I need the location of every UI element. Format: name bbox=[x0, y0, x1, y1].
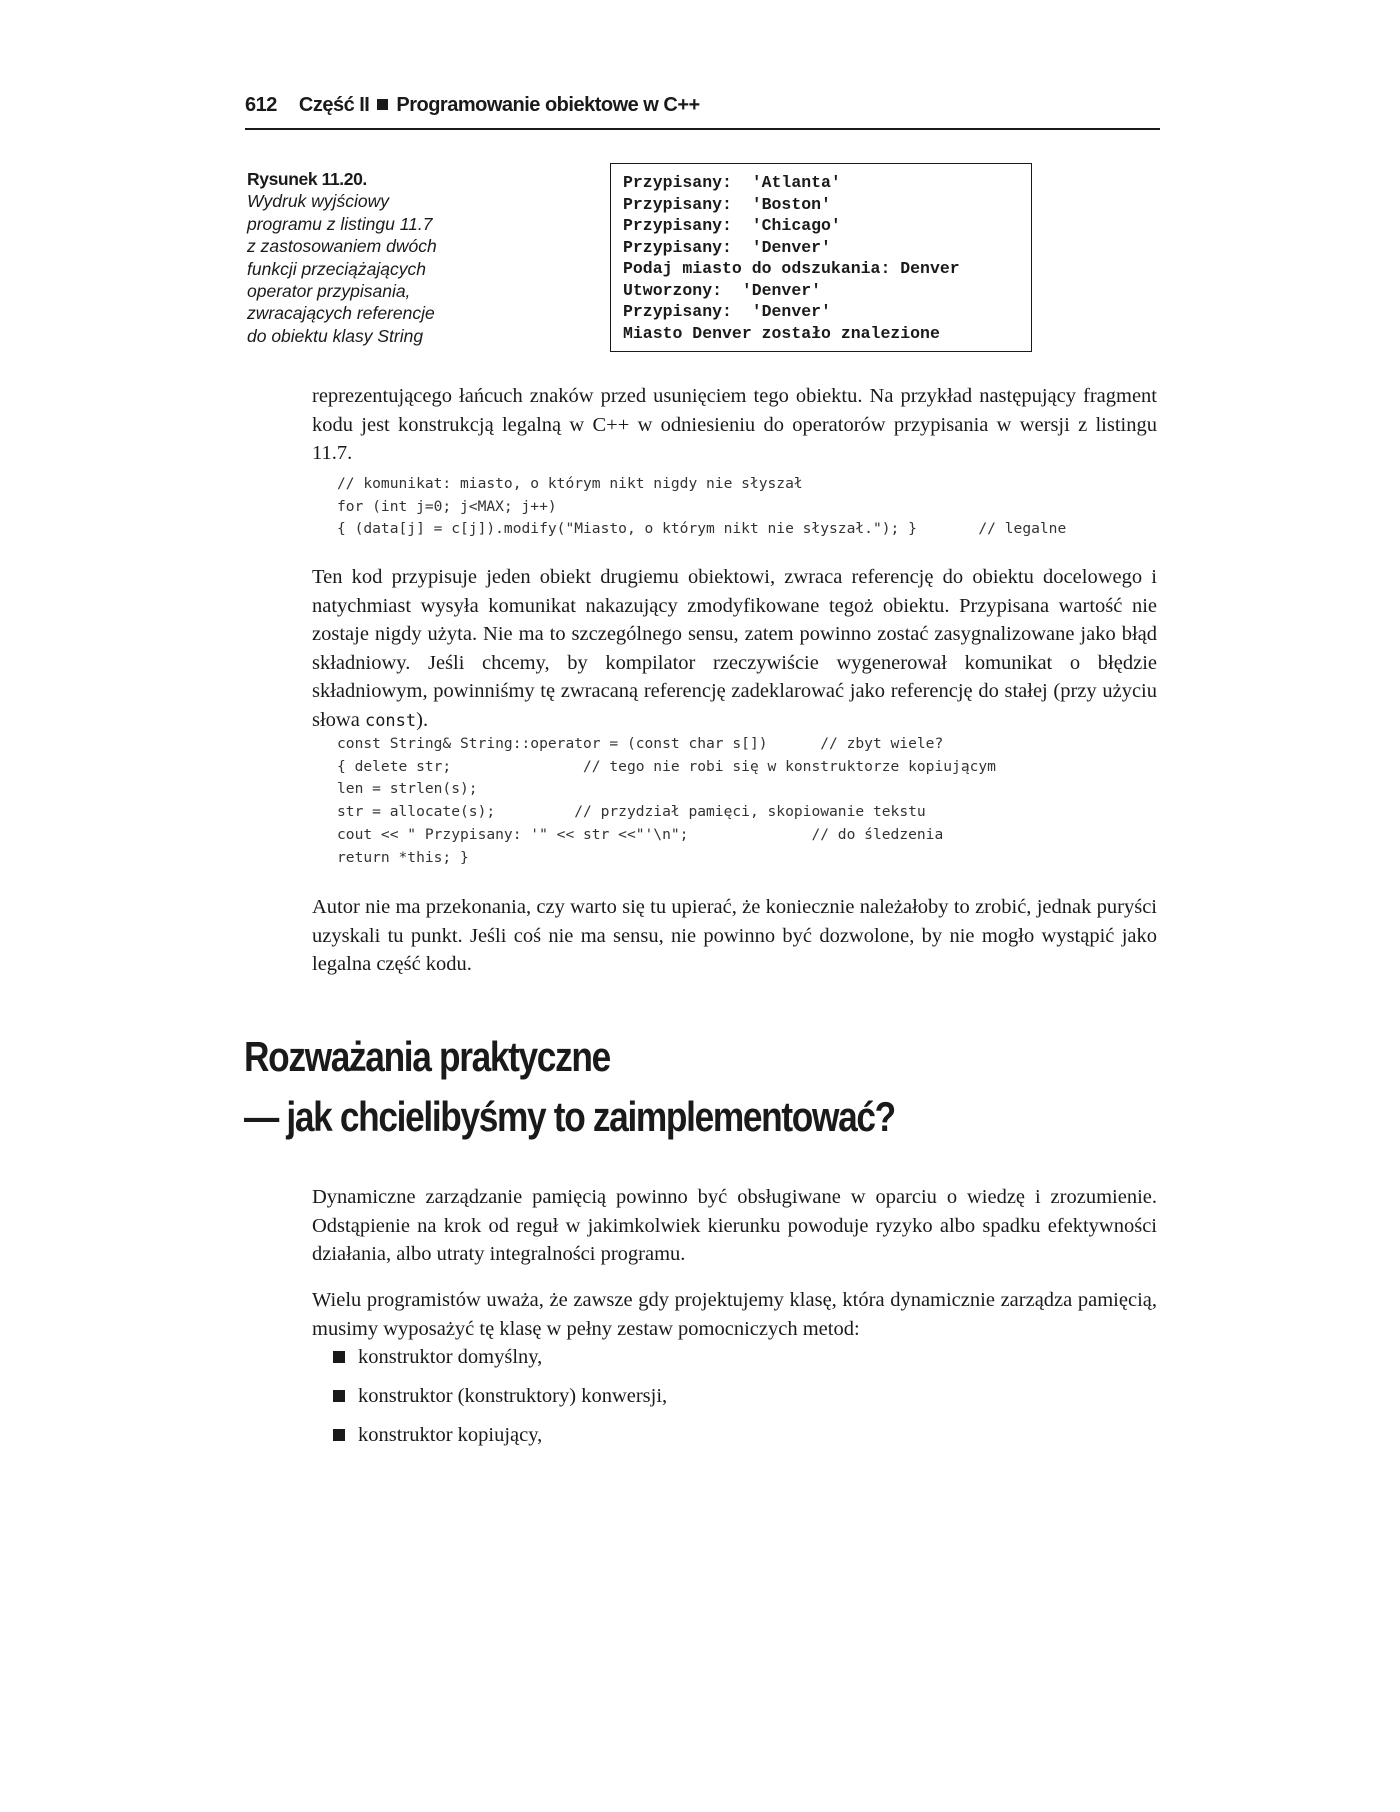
square-bullet-icon bbox=[333, 1390, 345, 1402]
program-output-figure bbox=[610, 163, 1032, 352]
code-listing: // komunikat: miasto, o którym nikt nigdy nie słyszał for (int j=0; j<MAX; j++) { (data[j] = c[j]).modify("Miasto, o którym nikt nie słyszał."); } // legalne bbox=[337, 475, 1067, 538]
chapter-title: Programowanie obiektowe w C++ bbox=[396, 94, 700, 116]
running-head bbox=[245, 94, 700, 117]
section-heading-line: Rozważania praktyczne bbox=[244, 1033, 610, 1080]
body-paragraph: Autor nie ma przekonania, czy warto się tu upierać, że koniecznie należałoby to zrobić, jednak puryści uzyskali tu punkt. Jeśli coś nie ma sensu, nie powinno być dozwolone, by nie mogło wystąpić jako legalna część kodu. bbox=[312, 896, 1157, 975]
figure-caption bbox=[247, 168, 482, 347]
page-number: 612 bbox=[245, 94, 277, 116]
page-header bbox=[245, 92, 1160, 130]
list-item-text: konstruktor domyślny, bbox=[358, 1346, 543, 1368]
section-heading-line: — jak chcielibyśmy to zaimplementować? bbox=[244, 1093, 895, 1140]
output-line: Przypisany: 'Atlanta' bbox=[623, 173, 841, 192]
body-paragraph: Wielu programistów uważa, że zawsze gdy projektujemy klasę, która dynamicznie zarządza pamięcią, musimy wyposażyć tę klasę w pełny zestaw pomocniczych metod: bbox=[312, 1289, 1157, 1340]
figure-label: Rysunek 11.20. bbox=[247, 169, 367, 189]
body-paragraph: Dynamiczne zarządzanie pamięcią powinno być obsługiwane w oparciu o wiedzę i zrozumienie. Odstąpienie na krok od reguł w jakimkolwiek kierunku powoduje ryzyko albo spadku efektywności działania, albo utraty integralności programu. bbox=[312, 1186, 1157, 1265]
list-item bbox=[333, 1421, 667, 1460]
square-bullet-icon bbox=[333, 1351, 345, 1363]
output-line: Przypisany: 'Denver' bbox=[623, 237, 831, 257]
output-line: Przypisany: 'Denver' bbox=[623, 302, 831, 321]
output-line: Podaj miasto do odszukania: Denver bbox=[623, 259, 960, 278]
output-line: Przypisany: 'Chicago' bbox=[623, 216, 841, 235]
output-line: Przypisany: 'Boston' bbox=[623, 194, 831, 214]
paragraph-text: Ten kod przypisuje jeden obiekt drugiemu obiektowi, zwraca referencję do obiektu docelowego i natychmiast wysyła komunikat nakazujący zmodyfikowane tegoż obiektu. Przypisana wartość nie zostaje nigdy użyta. Nie ma to szczególnego sensu, zatem powinno zostać zasygnalizowane jako błąd składniowy. Jeśli chcemy, by kompilator rzeczywiście wygenerował komunikat o błędzie składniowym, powinniśmy tę zwracaną referencję zadeklarować jako referencję do stałej (przy użyciu słowa bbox=[312, 566, 1157, 731]
square-bullet-icon bbox=[333, 1429, 345, 1441]
code-listing: const String& String::operator = (const char s[]) // zbyt wiele? { delete str; // tego nie robi się w konstruktorze kopiującym len = strlen(s); str = allocate(s); // przydział pamięci, skopiowanie tekstu cout << " Przypisany: '" << str <<"'\n"; // do śledzenia return *this; } bbox=[337, 735, 996, 866]
output-line: Utworzony: 'Denver' bbox=[623, 280, 822, 300]
section-heading bbox=[244, 1027, 895, 1147]
body-paragraph bbox=[312, 563, 1157, 735]
bullet-list bbox=[333, 1343, 667, 1460]
paragraph-text: ). bbox=[416, 708, 429, 731]
list-item-text: konstruktor (konstruktory) konwersji, bbox=[358, 1385, 668, 1407]
list-item-text: konstruktor kopiujący, bbox=[358, 1424, 543, 1446]
inline-code: const bbox=[364, 710, 417, 731]
output-line: Miasto Denver zostało znalezione bbox=[623, 323, 940, 343]
part-label: Część II bbox=[298, 94, 370, 116]
body-paragraph: reprezentującego łańcuch znaków przed usunięciem tego obiektu. Na przykład następujący fragment kodu jest konstrukcją legalną w C++ w odniesieniu do operatorów przypisania w wersji z listingu 11.7. bbox=[312, 385, 1157, 464]
list-item bbox=[333, 1382, 667, 1421]
figure-caption-text: Wydruk wyjściowy programu z listingu 11.7 z zastosowaniem dwóch funkcji przeciążających operator przypisania, zwracających referencje do obiektu klasy String bbox=[247, 191, 437, 346]
list-item bbox=[333, 1343, 667, 1382]
square-bullet-icon bbox=[377, 99, 388, 110]
